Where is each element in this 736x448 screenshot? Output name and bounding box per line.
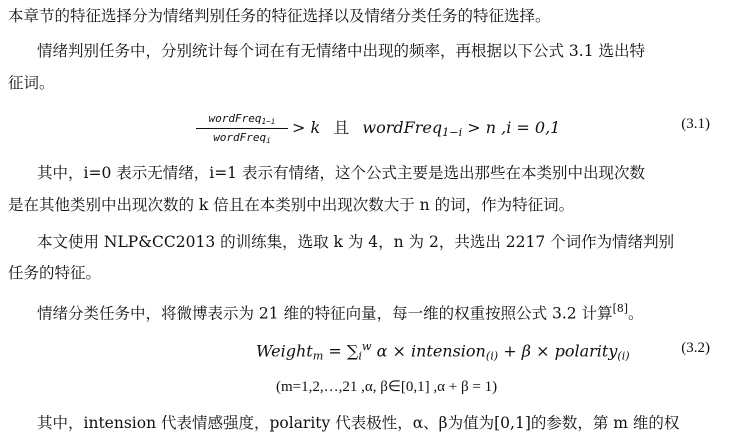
equation-3-1-fraction bbox=[196, 112, 288, 145]
equation-number-3-1: (3.1) bbox=[681, 116, 710, 132]
paragraph-explanation-line2: 是在其他类别中出现次数的 k 倍且在本类别中出现次数大于 n 的词，作为特征词。 bbox=[8, 196, 575, 214]
paragraph-intro: 本章节的特征选择分为情绪判别任务的特征选择以及情绪分类任务的特征选择。 bbox=[8, 7, 551, 25]
fraction-denominator: wordFreq$_i$ bbox=[213, 130, 271, 145]
fraction-numerator: wordFreq$_{1-i}$ bbox=[196, 112, 288, 129]
paragraph-emotion-judge-line1: 情绪判别任务中，分别统计每个词在有无情绪中出现的频率，再根据以下公式 3.1 选出特 bbox=[37, 42, 646, 60]
citation: [8] bbox=[612, 302, 628, 315]
paragraph-dataset-line1: 本文使用 NLP&CC2013 的训练集，选取 k 为 4，n 为 2，共选出 2217 个词作为情绪判别 bbox=[37, 233, 675, 251]
paragraph-explanation-line1: 其中，i=0 表示无情绪，i=1 表示有情绪，这个公式主要是选出那些在本类别中出现次数 bbox=[37, 164, 645, 182]
equation-number-3-2: (3.2) bbox=[681, 340, 710, 356]
paragraph-parameters: 其中，intension 代表情感强度，polarity 代表极性，α、β为值为[0,1]的参数，第 m 维的权 bbox=[37, 414, 680, 432]
equation-3-2: Weight$_m$ = $\sum_i^w$ α × intension$_{(i)}$ + β × polarity$_{(i)}$ bbox=[256, 340, 630, 363]
paragraph-classification: 情绪分类任务中，将微博表示为 21 维的特征向量，每一维的权重按照公式 3.2 计算[8]。 bbox=[37, 302, 644, 323]
equation-constraints: (m=1,2,…,21 ,α, β∈[0,1] ,α + β = 1) bbox=[276, 379, 498, 395]
equation-3-1-body: > k 且 wordFreq$_{1-i}$ > n ,i = 0,1 bbox=[292, 118, 561, 139]
paragraph-emotion-judge-line2: 征词。 bbox=[8, 74, 55, 92]
paragraph-dataset-line2: 任务的特征。 bbox=[8, 264, 102, 282]
conjunction: 且 bbox=[333, 118, 350, 137]
